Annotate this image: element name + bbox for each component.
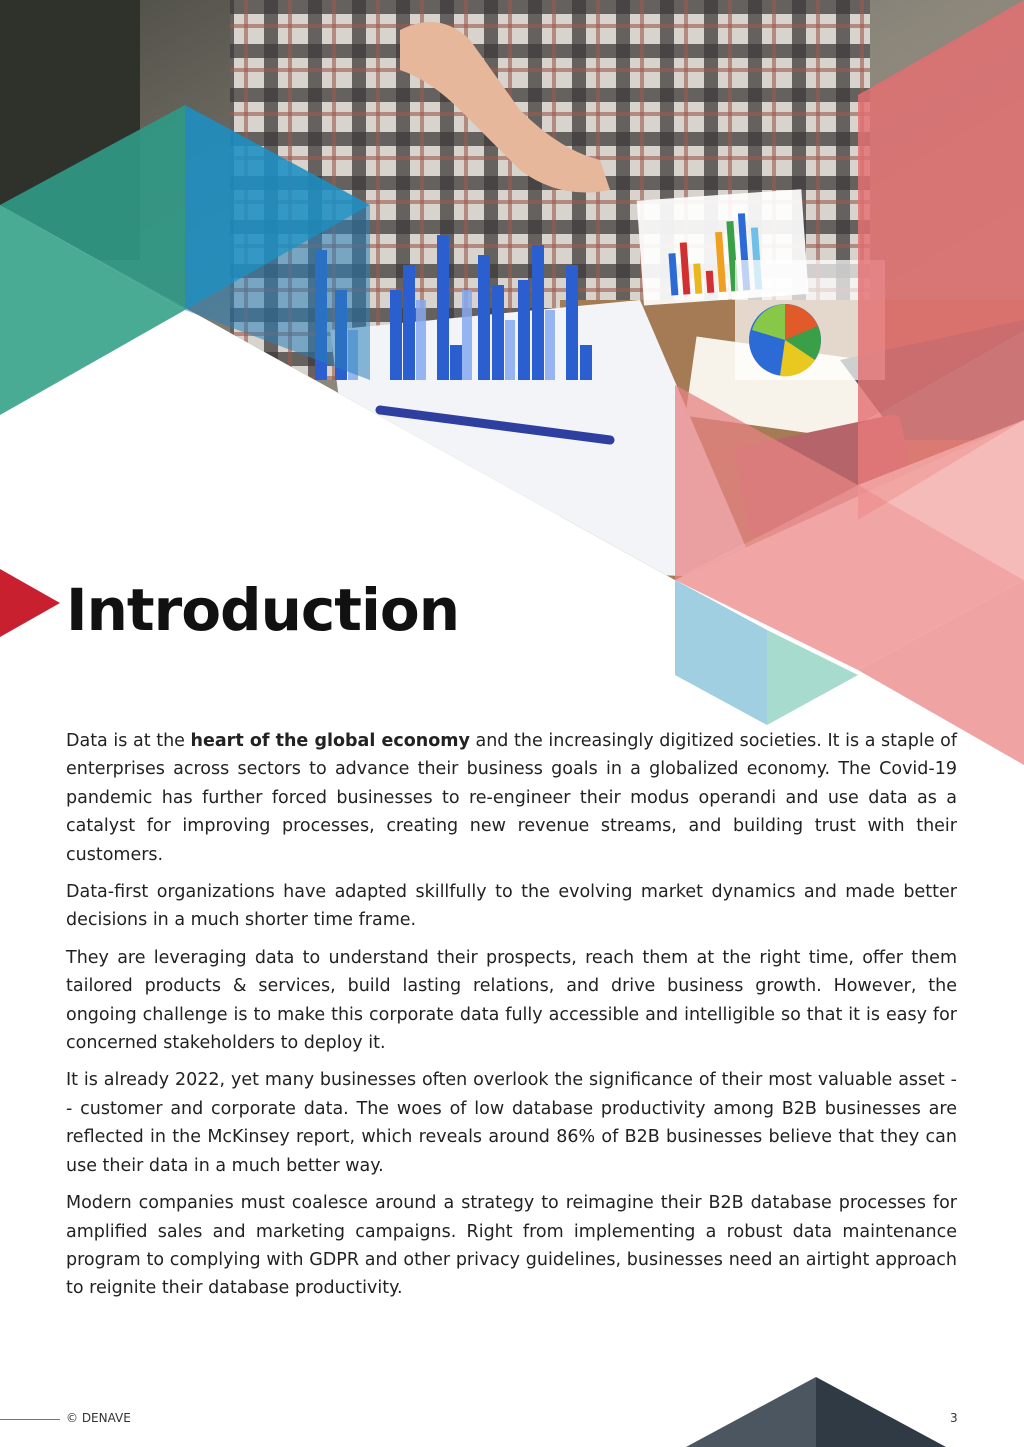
paragraph-text: and the increasingly digitized societies. It is a staple of enterprises across sectors to advance their business goals in a globalized economy. The Covid-19 pandemic has further forced businesses to re-engineer their modus operandi and use data as a catalyst for improving processes, creating new revenue streams, and building trust with their customers.: [66, 731, 957, 865]
paragraph: Data-first organizations have adapted skillfully to the evolving market dynamics and made better decisions in a much shorter time frame.: [66, 882, 957, 931]
emphasis-text: heart of the global economy: [190, 731, 470, 751]
intro-body: [66, 727, 957, 1312]
paragraph-text: Data is at the: [66, 731, 191, 751]
paragraph: They are leveraging data to understand their prospects, reach them at the right time, offer them tailored products & services, build lasting relations, and drive business growth. However, the ongoing challenge is to make this corporate data fully accessible and intelligible so that it is easy for concerned stakeholders to deploy it.: [66, 947, 957, 1054]
paragraph: Modern companies must coalesce around a strategy to reimagine their B2B database processes for amplified sales and marketing campaigns. Right from implementing a robust data maintenance program to complying with GDPR and other privacy guidelines, businesses need an airtight approach to reignite their database productivity.: [66, 1193, 957, 1299]
paragraph: [66, 727, 957, 869]
footer-decoration: [680, 1375, 960, 1447]
footer-divider: [0, 1419, 60, 1420]
page-number: 3: [950, 1411, 958, 1425]
red-triangle-arrow-icon: [0, 569, 60, 637]
paragraph: It is already 2022, yet many businesses often overlook the significance of their most valuable asset -- customer and corporate data. The woes of low database productivity among B2B businesses are reflected in the McKinsey report, which reveals around 86% of B2B businesses believe that they can use their data in a much better way.: [66, 1070, 957, 1176]
footer-copyright: © DENAVE: [66, 1411, 131, 1425]
page-title: Introduction: [66, 576, 459, 644]
